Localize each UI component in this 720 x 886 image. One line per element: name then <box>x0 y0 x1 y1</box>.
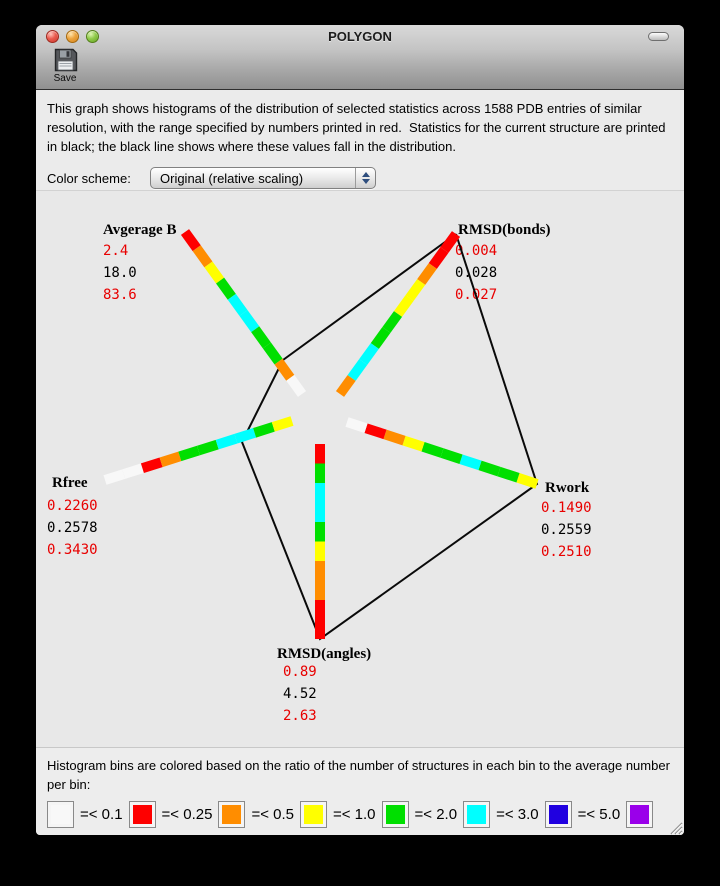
histogram-bin-red <box>142 462 161 468</box>
histogram-bin-cyan <box>217 439 236 445</box>
axis-label: Rwork <box>545 480 590 496</box>
histogram-bin-orange <box>279 362 291 378</box>
legend-threshold-label: =< 1.0 <box>332 806 376 823</box>
resize-grip[interactable] <box>667 819 683 835</box>
legend-panel <box>36 747 684 835</box>
swatch-color <box>386 805 405 824</box>
histogram-bin-cyan <box>232 297 244 313</box>
description-panel <box>36 90 684 190</box>
legend-item-red <box>129 801 213 828</box>
histogram-bin-cyan <box>363 346 375 362</box>
histogram-bin-green <box>480 465 499 471</box>
legend-swatch-cyan <box>463 801 490 828</box>
arrow-up-icon <box>362 172 370 177</box>
legend-swatch-yellow <box>300 801 327 828</box>
legend-swatch-red <box>129 801 156 828</box>
histogram-bin-green <box>220 281 232 297</box>
legend-threshold-label: =< 0.1 <box>80 806 123 823</box>
histogram-bin-green <box>255 427 274 433</box>
legend-description: Histogram bins are colored based on the ratio of the number of structures in each bin to the average number per bin: <box>47 758 674 792</box>
swatch-color <box>133 805 152 824</box>
titlebar[interactable] <box>36 25 684 47</box>
color-scheme-selected-value: Original (relative scaling) <box>160 170 304 186</box>
histogram-bin-green <box>442 453 461 459</box>
histogram-bin-green <box>499 472 518 478</box>
histogram-bin-yellow <box>410 282 422 298</box>
legend-item-green <box>382 801 458 828</box>
legend-swatch-white <box>47 801 74 828</box>
histogram-bin-green <box>375 330 387 346</box>
legend-item-purple <box>626 801 653 828</box>
histogram-bin-green <box>386 314 398 330</box>
histogram-bin-yellow <box>404 441 423 447</box>
axis-max: 83.6 <box>103 287 137 303</box>
histogram-bin-yellow <box>208 264 220 280</box>
swatch-color <box>51 805 70 824</box>
legend-swatch-green <box>382 801 409 828</box>
window-header <box>36 25 684 90</box>
legend-swatch-orange <box>218 801 245 828</box>
histogram-bin-yellow <box>518 478 537 484</box>
swatch-color <box>549 805 568 824</box>
legend-threshold-label: =< 5.0 <box>577 806 621 823</box>
legend-threshold-label: =< 0.25 <box>161 806 213 823</box>
arrow-down-icon <box>362 179 370 184</box>
swatch-color <box>467 805 486 824</box>
histogram-bin-cyan <box>244 313 256 329</box>
histogram-bin-green <box>180 451 199 457</box>
axis-current: 0.2559 <box>541 522 592 538</box>
color-scheme-label: Color scheme: <box>47 170 131 186</box>
legend-item-cyan <box>463 801 539 828</box>
histogram-bin-red <box>433 250 445 266</box>
histogram-bin-white <box>124 468 143 474</box>
histogram-bin-cyan <box>461 459 480 465</box>
legend-swatch-blue <box>545 801 572 828</box>
axis-max: 0.2510 <box>541 544 592 560</box>
toolbar-toggle-button[interactable] <box>648 32 669 41</box>
polygon-plot <box>36 191 684 748</box>
color-scheme-select[interactable] <box>150 167 376 189</box>
histogram-bin-orange <box>421 266 433 282</box>
histogram-bin-orange <box>161 456 180 462</box>
axis-min: 0.89 <box>283 664 317 680</box>
axis-label: RMSD(bonds) <box>458 222 551 238</box>
axis-current: 18.0 <box>103 265 137 281</box>
legend-threshold-label: =< 0.5 <box>251 806 294 823</box>
axis-max: 0.027 <box>455 287 498 303</box>
save-button-label: Save <box>53 73 77 84</box>
axis-label: RMSD(angles) <box>277 646 372 662</box>
axis-min: 0.004 <box>455 243 498 259</box>
histogram-bin-cyan <box>236 433 255 439</box>
swatch-color <box>630 805 649 824</box>
save-floppy-icon <box>53 48 78 72</box>
axis-min: 0.2260 <box>47 498 98 514</box>
histogram-bin-orange <box>197 248 209 264</box>
histogram-bin-white <box>347 422 366 428</box>
legend-item-orange <box>218 801 294 828</box>
legend-threshold-label: =< 3.0 <box>496 806 539 823</box>
swatch-color <box>222 805 241 824</box>
axis-label: Rfree <box>52 475 88 491</box>
legend-item-blue <box>545 801 621 828</box>
histogram-bin-orange <box>340 378 352 394</box>
save-button[interactable] <box>43 48 87 84</box>
histogram-bin-green <box>255 329 267 345</box>
axis-max: 0.3430 <box>47 542 98 558</box>
histogram-bin-red <box>185 232 197 248</box>
axis-min: 0.1490 <box>541 500 592 516</box>
axis-current: 0.028 <box>455 265 498 281</box>
legend-swatch-purple <box>626 801 653 828</box>
axis-current: 4.52 <box>283 686 317 702</box>
histogram-bin-green <box>199 445 218 451</box>
color-scheme-row <box>47 166 673 190</box>
legend-item-white <box>47 801 123 828</box>
chart-canvas <box>36 190 684 747</box>
axis-label: Avgerage B <box>103 222 177 238</box>
axis-min: 2.4 <box>103 243 129 259</box>
polygon-window <box>36 25 684 835</box>
histogram-bin-green <box>423 447 442 453</box>
histogram-bin-green <box>267 345 279 361</box>
swatch-color <box>304 805 323 824</box>
popup-stepper-icon <box>355 168 375 188</box>
histogram-bin-cyan <box>352 362 364 378</box>
window-title: POLYGON <box>328 29 392 44</box>
axis-max: 2.63 <box>283 708 317 724</box>
description-text: This graph shows histograms of the distribution of selected statistics across 1588 PDB entries of similar resolution, with the range specified by numbers printed in red. Statistics for the current structure are printed in black; the black line shows where these values fall in the distribution. <box>47 101 670 154</box>
histogram-bin-orange <box>385 434 404 440</box>
histogram-bin-yellow <box>273 421 292 427</box>
histogram-bin-yellow <box>398 298 410 314</box>
histogram-bin-white <box>105 474 124 480</box>
legend-threshold-label: =< 2.0 <box>414 806 458 823</box>
legend-row <box>47 801 684 828</box>
axis-current: 0.2578 <box>47 520 98 536</box>
histogram-bin-red <box>366 428 385 434</box>
histogram-bin-white <box>290 378 302 394</box>
legend-item-yellow <box>300 801 376 828</box>
